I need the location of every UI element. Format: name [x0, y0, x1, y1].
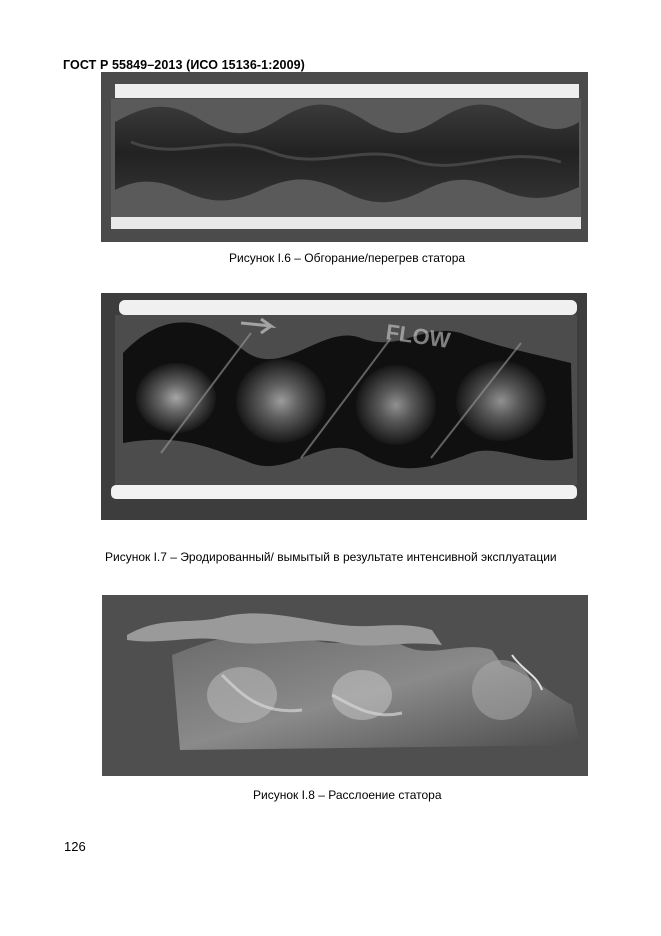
- stator-delamination-photo: [102, 595, 588, 776]
- document-header: ГОСТ Р 55849–2013 (ИСО 15136-1:2009): [63, 58, 305, 72]
- flow-marking: FLOW: [384, 319, 452, 353]
- figure-caption-i8: Рисунок I.8 – Расслоение статора: [253, 788, 442, 802]
- stator-erosion-photo: [101, 293, 587, 520]
- figure-caption-i7: Рисунок I.7 – Эродированный/ вымытый в результате интенсивной эксплуатации: [105, 550, 557, 564]
- page-number: 126: [64, 839, 86, 854]
- figure-caption-i6: Рисунок I.6 – Обгорание/перегрев статора: [229, 251, 466, 265]
- stator-burn-photo: [101, 72, 588, 242]
